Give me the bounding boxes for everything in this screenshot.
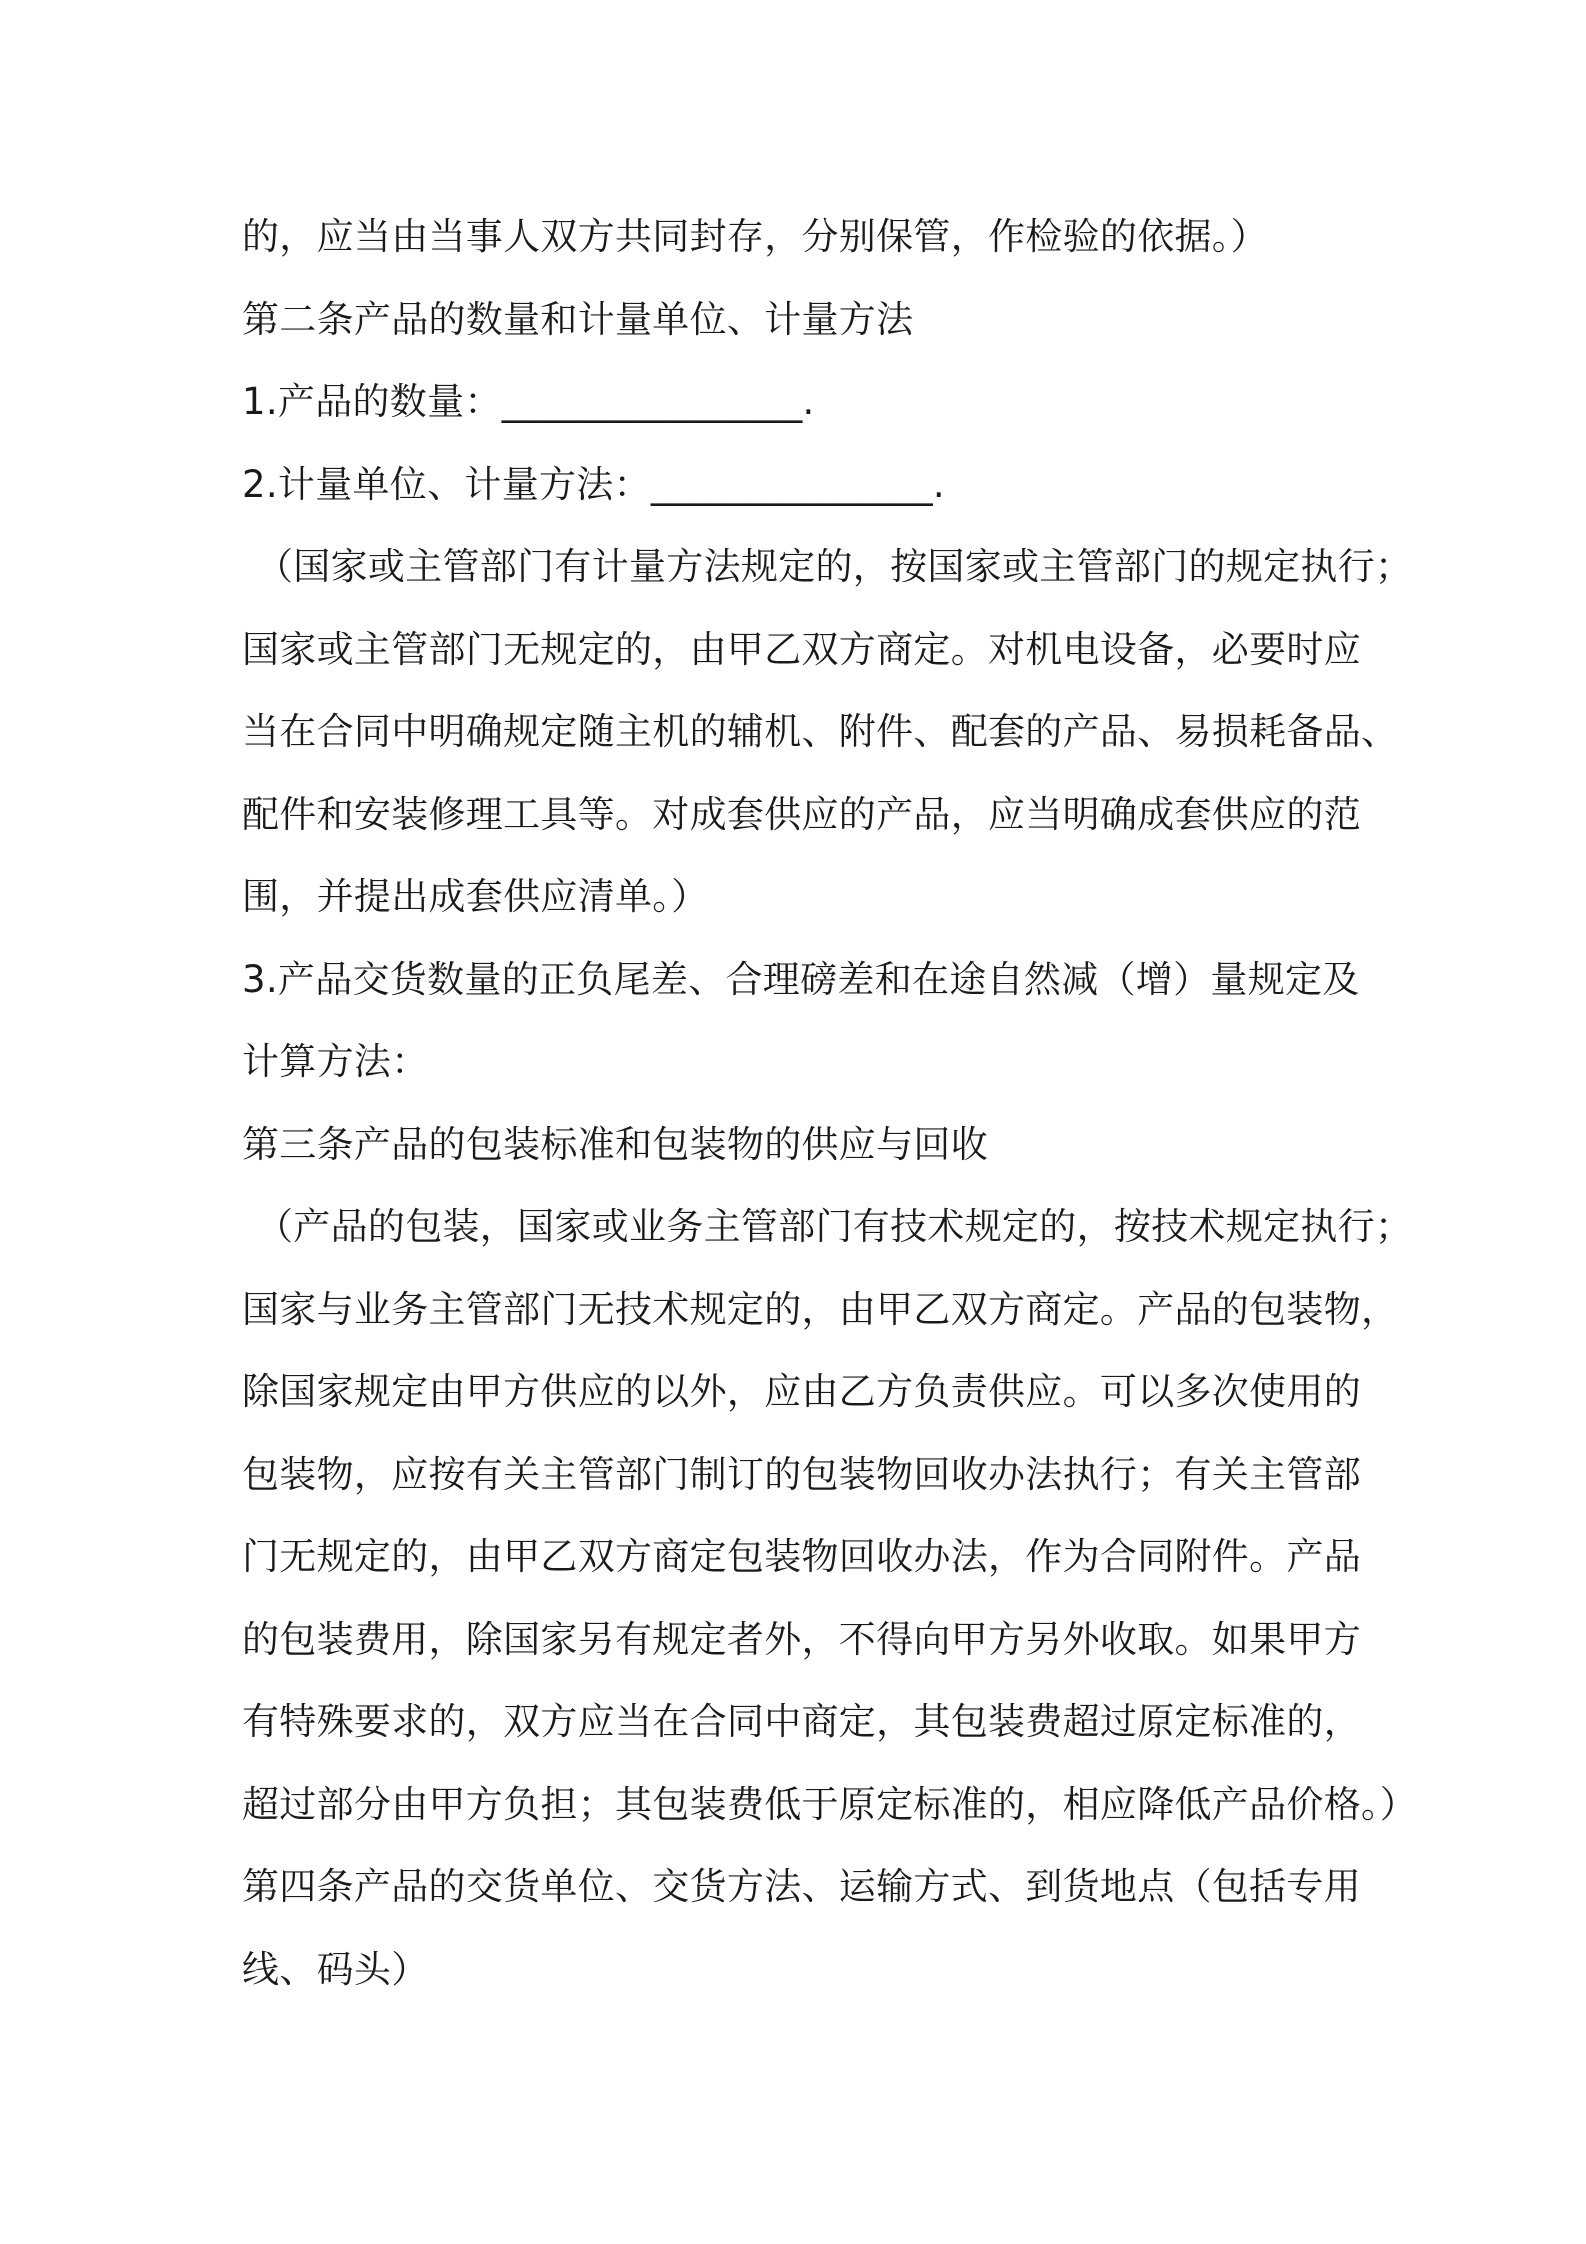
paragraph-line: 计算方法： bbox=[242, 1040, 429, 1083]
paragraph-line: 有特殊要求的，双方应当在合同中商定，其包装费超过原定标准的， bbox=[242, 1700, 1361, 1743]
paragraph-line: 国家或主管部门无规定的，由甲乙双方商定。对机电设备，必要时应 bbox=[242, 627, 1361, 671]
paragraph-line: 的，应当由当事人双方共同封存，分别保管，作检验的依据。） bbox=[242, 215, 1268, 258]
paragraph-line: 包装物，应按有关主管部门制订的包装物回收办法执行；有关主管部 bbox=[242, 1452, 1361, 1496]
document-body bbox=[242, 196, 1418, 2011]
paragraph-line: 当在合同中明确规定随主机的辅机、附件、配套的产品、易损耗备品、 bbox=[242, 710, 1399, 753]
paragraph-line: 配件和安装修理工具等。对成套供应的产品，应当明确成套供应的范 bbox=[242, 792, 1361, 836]
paragraph-line: （国家或主管部门有计量方法规定的，按国家或主管部门的规定执行； bbox=[256, 545, 1413, 588]
paragraph-line: 门无规定的，由甲乙双方商定包装物回收办法，作为合同附件。产品 bbox=[242, 1535, 1361, 1578]
paragraph-line: 国家与业务主管部门无技术规定的，由甲乙双方商定。产品的包装物， bbox=[242, 1287, 1399, 1331]
article-heading: 第二条产品的数量和计量单位、计量方法 bbox=[242, 297, 914, 341]
paragraph-line: 3.产品交货数量的正负尾差、合理磅差和在途自然减（增）量规定及 bbox=[242, 957, 1360, 1001]
paragraph-line: 围，并提出成套供应清单。） bbox=[242, 875, 709, 918]
paragraph-line: （产品的包装，国家或业务主管部门有技术规定的，按技术规定执行； bbox=[256, 1205, 1413, 1248]
unit-method-field-line: 2.计量单位、计量方法：_______________. bbox=[242, 462, 945, 506]
article-heading: 第四条产品的交货单位、交货方法、运输方式、到货地点（包括专用 bbox=[242, 1865, 1361, 1908]
paragraph-line: 的包装费用，除国家另有规定者外，不得向甲方另外收取。如果甲方 bbox=[242, 1617, 1361, 1661]
paragraph-line: 超过部分由甲方负担；其包装费低于原定标准的，相应降低产品价格。） bbox=[242, 1782, 1418, 1826]
paragraph-line: 除国家规定由甲方供应的以外，应由乙方负责供应。可以多次使用的 bbox=[242, 1370, 1361, 1413]
quantity-field-line: 1.产品的数量：________________. bbox=[242, 380, 815, 423]
paragraph-line: 线、码头） bbox=[242, 1947, 429, 1991]
article-heading: 第三条产品的包装标准和包装物的供应与回收 bbox=[242, 1122, 988, 1166]
